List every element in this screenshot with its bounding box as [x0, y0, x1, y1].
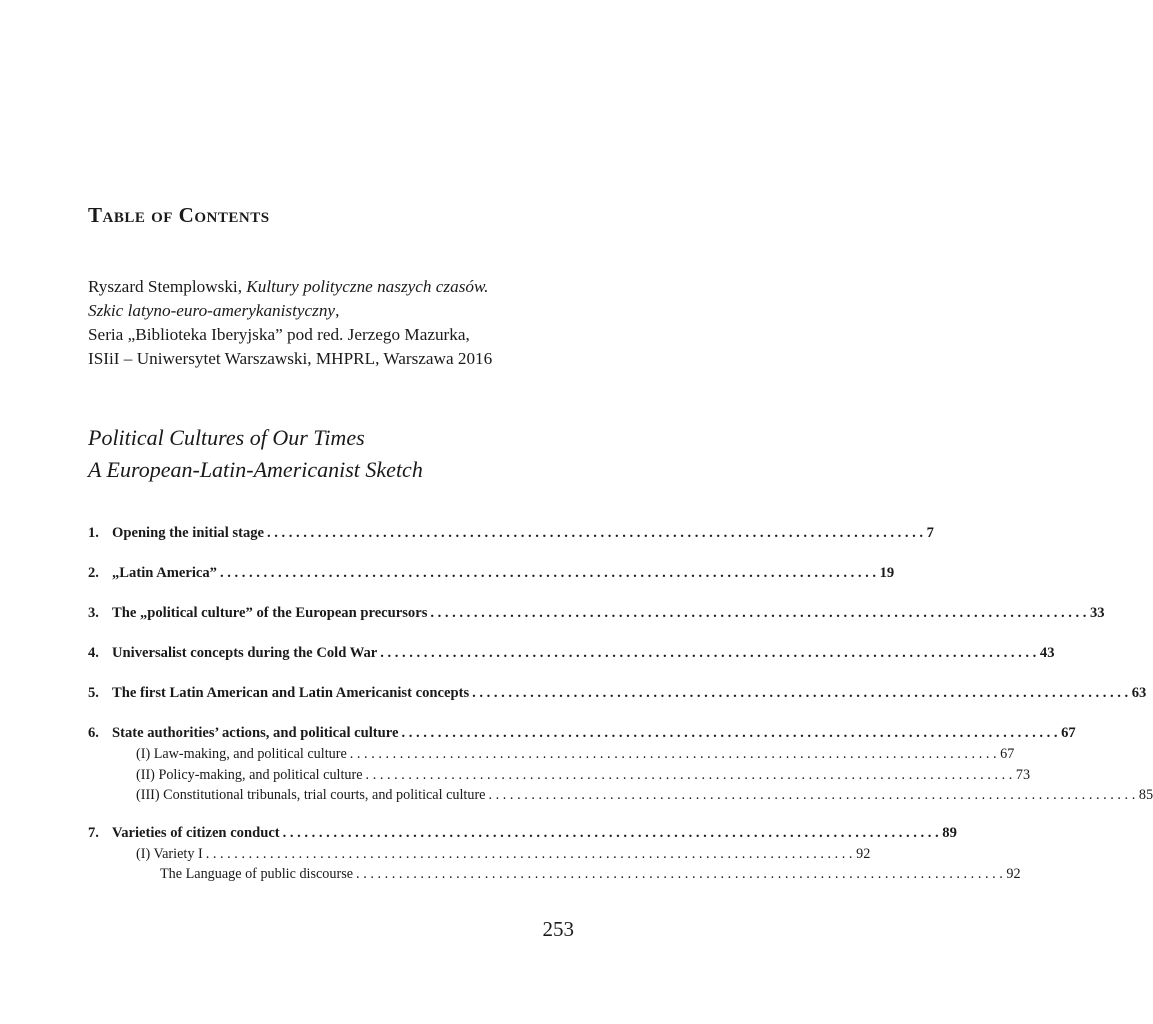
toc-entry-6[interactable] [88, 722, 1076, 744]
toc-entry-title: State authorities’ actions, and political culture [112, 725, 399, 741]
toc-entry-number: 7. [88, 824, 99, 841]
toc-subentry-page: 67 [1000, 746, 1015, 762]
biblio-title-part-2: Szkic latyno-euro-amerykanistyczny [88, 301, 336, 320]
page-number: 253 [542, 917, 574, 941]
biblio-line-3: Seria „Biblioteka Iberyjska” pod red. Jerzego Mazurka, [88, 325, 470, 344]
toc-entry-3[interactable] [88, 602, 1105, 624]
toc-entry-number: 3. [88, 605, 99, 621]
dot-leader: ........................................................................................... [488, 787, 1139, 803]
toc-entry-page: 43 [1039, 645, 1055, 661]
biblio-line-2 [88, 299, 574, 323]
toc-subentry-page: 92 [1006, 866, 1021, 882]
toc-entry-page: 89 [942, 824, 957, 841]
toc-heading: Table of Contents [88, 203, 270, 227]
toc-subentry-title: (I) Law-making, and political culture [136, 746, 347, 762]
toc-entry-number: 1. [88, 525, 99, 541]
toc-list [88, 522, 1153, 885]
toc-subentry-title: (III) Constitutional tribunals, trial courts, and political culture [136, 787, 486, 803]
toc-entry-title: Opening the initial stage [112, 525, 265, 541]
toc-subentry-page: 85 [1138, 787, 1153, 803]
toc-entry-7[interactable] [88, 822, 957, 844]
toc-entry-page: 7 [926, 525, 934, 541]
toc-entry-4[interactable] [88, 642, 1055, 664]
toc-entry-1[interactable] [88, 522, 934, 544]
toc-subentry-title: (I) Variety I [136, 845, 203, 862]
dot-leader: ........................................................................................... [205, 845, 857, 862]
toc-entry-page: 63 [1131, 685, 1147, 701]
toc-subentry-6-2[interactable] [88, 765, 1031, 786]
toc-entry-5[interactable] [88, 682, 1147, 704]
dot-leader: ........................................................................................... [430, 605, 1090, 621]
toc-entry-number: 6. [88, 725, 99, 741]
english-title-line-1: Political Cultures of Our Times [88, 425, 365, 450]
dot-leader: ........................................................................................... [472, 685, 1132, 701]
dot-leader: ........................................................................................... [401, 725, 1062, 741]
english-title-line-2: A European-Latin-Americanist Sketch [88, 457, 423, 482]
toc-entry-number: 5. [88, 685, 99, 701]
toc-subentry-7-1[interactable] [88, 844, 871, 865]
english-title [88, 422, 423, 486]
dot-leader: ........................................................................................... [365, 766, 1016, 783]
toc-entry-title: The first Latin American and Latin Americanist concepts [112, 685, 470, 701]
toc-entry-title: Varieties of citizen conduct [112, 824, 280, 841]
toc-entry-title: Universalist concepts during the Cold War [112, 645, 378, 661]
toc-entry-title: The „political culture” of the European precursors [112, 605, 428, 621]
toc-entry-title: „Latin America” [112, 565, 217, 581]
dot-leader: ........................................................................................... [356, 866, 1007, 882]
bibliographic-note [88, 275, 574, 371]
toc-entry-2[interactable] [88, 562, 895, 584]
toc-subentry-7-2[interactable] [88, 864, 1021, 885]
toc-subentry-page: 73 [1015, 766, 1031, 783]
toc-subentry-6-3[interactable] [88, 785, 1153, 806]
toc-subentry-title: (II) Policy-making, and political culture [136, 766, 363, 783]
toc-subentry-page: 92 [856, 845, 871, 862]
toc-subentry-title: The Language of public discourse [160, 866, 354, 882]
dot-leader: ........................................................................................... [349, 746, 1001, 762]
toc-entry-page: 19 [879, 565, 895, 581]
biblio-line-4: ISIiI – Uniwersytet Warszawski, MHPRL, Warszawa 2016 [88, 349, 493, 368]
biblio-title-part-1: Kultury polityczne naszych czasów. [246, 277, 489, 296]
dot-leader: ........................................................................................... [267, 525, 927, 541]
biblio-line-1 [88, 275, 574, 299]
toc-entry-page: 33 [1090, 605, 1105, 621]
toc-entry-page: 67 [1061, 725, 1076, 741]
biblio-author: Ryszard Stemplowski, [88, 277, 247, 296]
toc-subentry-6-1[interactable] [88, 744, 1015, 765]
biblio-comma: , [335, 301, 340, 320]
toc-entry-number: 4. [88, 645, 99, 661]
book-page [88, 0, 1153, 1024]
dot-leader: ........................................................................................... [282, 824, 943, 841]
dot-leader: ........................................................................................... [380, 645, 1040, 661]
toc-entry-number: 2. [88, 565, 99, 581]
dot-leader: ........................................................................................... [219, 565, 880, 581]
